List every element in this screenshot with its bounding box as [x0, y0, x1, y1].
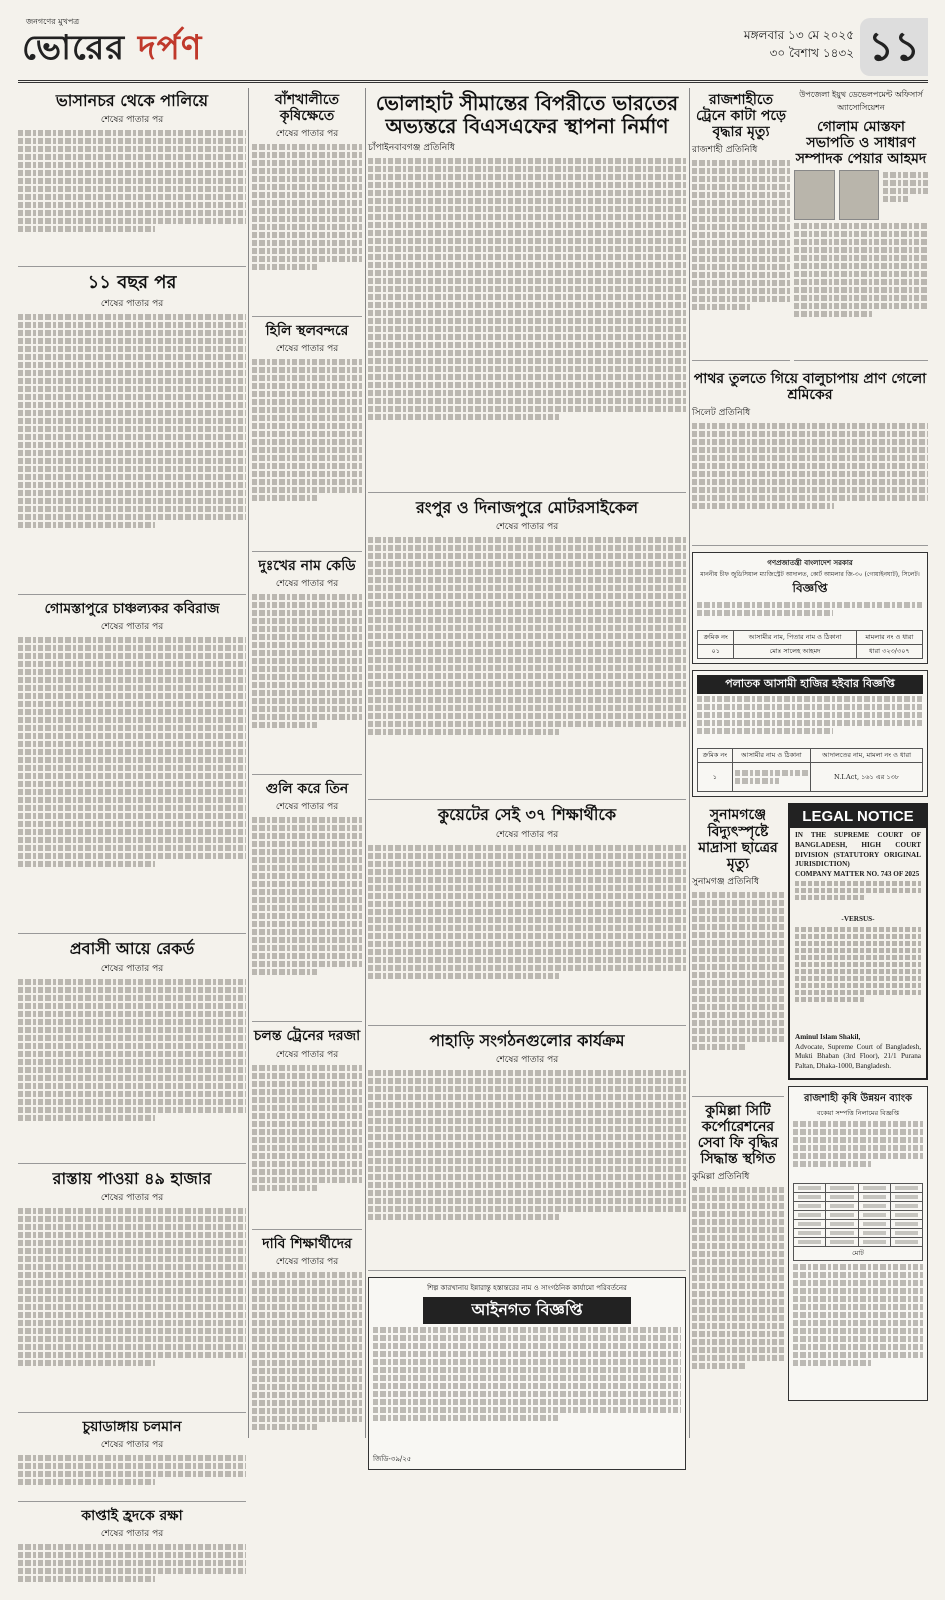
story-continuation: শেষের পাতার পর	[495, 522, 559, 533]
legal-notice-bar: LEGAL NOTICE	[790, 805, 926, 828]
story-body	[692, 160, 790, 356]
table-cell	[858, 1211, 890, 1220]
notice-body	[697, 696, 923, 748]
story-continuation: শেষের পাতার পর	[100, 963, 164, 974]
date-bengali: ৩০ বৈশাখ ১৪৩২	[769, 46, 854, 60]
story-body	[18, 979, 246, 1159]
logo-text-b: দর্পণ	[137, 28, 203, 68]
story-body	[692, 1187, 784, 1419]
story-comilla[interactable]	[692, 1103, 784, 1423]
table-header: আসামীর নাম ও ঠিকানা	[732, 749, 810, 763]
story-stone-worker[interactable]	[692, 371, 928, 546]
story-byline: চাঁপাইনবাবগঞ্জ প্রতিনিধি	[368, 143, 455, 153]
logo-tagline: জনগণের মুখপত্র	[26, 17, 80, 26]
story-body	[18, 1208, 246, 1408]
story-headline[interactable]: পাথর তুলতে গিয়ে বালুচাপায় প্রাণ গেলো শ্রমিকের	[693, 371, 927, 404]
table-cell	[826, 1229, 858, 1238]
story-headline[interactable]: কুয়েটের সেই ৩৭ শিক্ষার্থীকে	[437, 805, 617, 825]
lower-row	[692, 803, 928, 1429]
page-number: ১১	[860, 18, 928, 76]
story-train-door[interactable]	[252, 1028, 362, 1229]
story-headline[interactable]: গুলি করে তিন	[265, 781, 349, 798]
notice-body	[373, 1327, 681, 1453]
story-body	[368, 1070, 686, 1266]
table-cell	[794, 1184, 826, 1193]
table-total: মোট	[794, 1247, 923, 1261]
table-row	[794, 1220, 923, 1229]
story-headline[interactable]: চুয়াডাঙ্গায় চলমান	[82, 1418, 182, 1435]
column-1	[18, 88, 246, 1540]
table-cell	[858, 1229, 890, 1238]
legal-text	[795, 927, 921, 1033]
court-name: IN THE SUPREME COURT OF BANGLADESH, HIGH COURT DIVISION (STATUTORY ORIGINAL JURISDICTION)	[795, 831, 921, 869]
story-remittance[interactable]	[18, 940, 246, 1163]
table-header: আসামীর নাম, পিতার নাম ও ঠিকানা	[734, 631, 856, 645]
column-divider	[365, 88, 366, 1438]
legal-notice-body	[790, 828, 926, 1074]
table-cell	[890, 1193, 922, 1202]
story-byline: রাজশাহী প্রতিনিধি	[692, 145, 758, 156]
story-found-money[interactable]	[18, 1170, 246, 1413]
date-gregorian: মঙ্গলবার ১৩ মে ২০২৫	[743, 28, 854, 42]
story-continuation: শেষের পাতার পর	[100, 115, 164, 126]
table-cell	[732, 763, 810, 792]
story-headline[interactable]: সুনামগঞ্জে বিদ্যুৎস্পৃষ্টে মাদ্রাসা ছাত্রের মৃত্যু	[698, 807, 778, 872]
story-body	[252, 594, 362, 770]
story-continuation: শেষের পাতার পর	[100, 1440, 164, 1451]
portrait-photo[interactable]	[839, 170, 880, 220]
story-headline[interactable]: হিলি স্থলবন্দরে	[265, 323, 349, 340]
bank-subtitle: বকেয়া সম্পত্তি নিলামের বিজ্ঞপ্তি	[816, 1109, 900, 1118]
story-headline[interactable]: চলন্ত ট্রেনের দরজা	[253, 1028, 361, 1045]
advocate-name: Aminul Islam Shakil,	[795, 1033, 861, 1042]
story-body	[252, 144, 362, 312]
story-headline[interactable]: দুঃখের নাম কেডি	[258, 558, 356, 575]
table-cell	[826, 1202, 858, 1211]
table-row	[794, 1184, 923, 1193]
bank-auction-notice[interactable]	[788, 1086, 928, 1401]
story-headline[interactable]: ১১ বছর পর	[87, 272, 177, 294]
story-bhasanchar[interactable]	[18, 92, 246, 267]
issue-date	[744, 26, 854, 62]
table-cell: ধারা ৩২৩/৩০৭	[856, 645, 922, 659]
lead-headline[interactable]: ভোলাহাট সীমান্তের বিপরীতে ভারতের অভ্যন্তরে বিএসএফের স্থাপনা নির্মাণ	[375, 91, 679, 138]
table-row	[794, 1238, 923, 1247]
story-hill-organizations[interactable]	[368, 1032, 686, 1271]
table-header: আদালতের নাম, মামলা নং ও ধারা	[811, 749, 923, 763]
legal-text	[795, 881, 921, 915]
table-cell	[826, 1184, 858, 1193]
table-cell: ০১	[698, 645, 734, 659]
table-cell	[794, 1229, 826, 1238]
table-cell	[794, 1193, 826, 1202]
story-byline: কুমিল্লা প্রতিনিধি	[692, 1172, 750, 1183]
story-headline[interactable]: কুমিল্লা সিটি কর্পোরেশনের সেবা ফি বৃদ্ধির সিদ্ধান্ত স্থগিত	[697, 1102, 779, 1168]
newspaper-logo[interactable]	[22, 17, 203, 79]
table-cell	[794, 1202, 826, 1211]
table-cell	[858, 1184, 890, 1193]
story-body	[883, 170, 928, 218]
story-byline: সিলেট প্রতিনিধি	[692, 408, 751, 419]
notice-title: বিজ্ঞপ্তি	[792, 581, 828, 596]
table-cell: N.I.Act, ১৬১ এর ১৩৮	[811, 763, 923, 792]
legal-notice[interactable]	[788, 803, 928, 1080]
story-body	[18, 314, 246, 590]
table-cell	[794, 1220, 826, 1229]
story-body	[252, 817, 362, 1017]
story-headline[interactable]: কাপ্তাই হ্রদকে রক্ষা	[81, 1508, 183, 1525]
story-rangpur-motorcycle[interactable]	[368, 499, 686, 800]
column-divider	[248, 88, 249, 1438]
table-header: ক্রমিক নং	[698, 749, 733, 763]
versus-label: -VERSUS-	[841, 915, 875, 924]
story-continuation: শেষের পাতার পর	[275, 802, 339, 813]
story-shooting[interactable]	[252, 781, 362, 1022]
story-sunamganj[interactable]	[692, 807, 784, 1096]
court-notice[interactable]	[692, 552, 928, 664]
lower-left-stack	[692, 803, 784, 1429]
masthead	[18, 18, 928, 83]
absconder-notice[interactable]	[692, 670, 928, 797]
story-headline[interactable]: গোমস্তাপুরে চাঞ্চল্যকর কবিরাজ	[44, 601, 220, 618]
notice-title: আইনগত বিজ্ঞপ্তি	[423, 1297, 631, 1324]
story-gomostapur[interactable]	[18, 601, 246, 934]
portrait-photo[interactable]	[794, 170, 835, 220]
story-headline[interactable]: বাঁশখালীতে কৃষিক্ষেতে	[275, 92, 339, 125]
notice-title: পলাতক আসামী হাজির হইবার বিজ্ঞপ্তি	[697, 675, 923, 694]
court-line: মাননীয় চীফ জুডিসিয়াল ম্যাজিস্ট্রেট আদালত, কোর্ট আমলার জি-৩০ (গোয়াইনঘাট), সিলেট।	[700, 571, 920, 579]
table-cell	[826, 1220, 858, 1229]
table-cell	[890, 1229, 922, 1238]
notice-body	[697, 602, 923, 630]
story-body	[18, 1544, 246, 1596]
story-kaptai-lake[interactable]	[18, 1508, 246, 1600]
story-continuation: শেষের পাতার পর	[495, 1055, 559, 1066]
notice-footer: জিডি-৩৯/২৫	[373, 1455, 412, 1464]
column-3	[368, 88, 686, 1464]
table-cell	[858, 1193, 890, 1202]
story-headline[interactable]: দাবি শিক্ষার্থীদের	[262, 1235, 352, 1252]
story-body	[692, 892, 784, 1092]
table-cell	[826, 1211, 858, 1220]
story-body	[368, 158, 686, 488]
story-rail-accident[interactable]	[692, 88, 790, 361]
story-continuation: শেষের পাতার পর	[275, 1049, 339, 1060]
table-cell	[890, 1202, 922, 1211]
table-cell	[890, 1211, 922, 1220]
table-cell: মোঃ সালেহ আহমদ	[734, 645, 856, 659]
table-cell	[794, 1238, 826, 1247]
story-continuation: শেষের পাতার পর	[275, 1256, 339, 1267]
story-continuation: শেষের পাতার পর	[275, 344, 339, 355]
bank-title: রাজশাহী কৃষি উন্নয়ন ব্যাংক	[803, 1093, 913, 1105]
story-bsf-structure[interactable]	[368, 92, 686, 493]
story-body	[692, 423, 928, 541]
notice-body	[793, 1121, 923, 1183]
logo-text-a: ভোরের	[22, 28, 138, 68]
notice-strip: শিল্প কারখানায় ইন্নারান্তু হস্তান্তরের নাম ও সাংগঠনিক কার্যামো পরিবর্তনের	[427, 1284, 627, 1293]
story-body	[368, 845, 686, 1021]
notice-terms	[793, 1264, 923, 1396]
table-cell	[826, 1193, 858, 1202]
gov-line: গণপ্রজাতন্ত্রী বাংলাদেশ সরকার	[767, 558, 853, 568]
table-cell	[794, 1211, 826, 1220]
photo-row	[794, 170, 928, 220]
bank-table-rows	[794, 1184, 923, 1247]
story-body	[18, 1455, 246, 1497]
election-headline[interactable]: গোলাম মোস্তফা সভাপতি ও সাধারণ সম্পাদক পেয়ার আহমদ	[795, 119, 927, 168]
story-continuation: শেষের পাতার পর	[275, 129, 339, 140]
story-body	[18, 130, 246, 262]
story-body	[794, 223, 928, 349]
election-kicker: উপজেলা ইয়ুথ ডেভেলপমেন্ট অফিসার্স অ্যাসোসিয়েশন	[799, 90, 923, 112]
story-body	[18, 637, 246, 929]
story-continuation: শেষের পাতার পর	[100, 1529, 164, 1540]
story-body	[252, 359, 362, 547]
table-cell	[858, 1238, 890, 1247]
table-cell	[826, 1238, 858, 1247]
table-row	[794, 1229, 923, 1238]
advocate-detail: Advocate, Supreme Court of Bangladesh, Mukti Bhaban (3rd Floor), 21/1 Purana Paltan, Dhaka-1000, Bangladesh.	[795, 1042, 921, 1070]
story-hili-port[interactable]	[252, 323, 362, 552]
story-body	[368, 537, 686, 795]
table-row	[794, 1211, 923, 1220]
story-continuation: শেষের পাতার পর	[100, 299, 164, 310]
case-number: COMPANY MATTER NO. 743 OF 2025	[795, 869, 920, 878]
story-kuet-students[interactable]	[368, 806, 686, 1025]
column-2	[252, 88, 362, 1438]
story-body	[252, 1065, 362, 1225]
story-continuation: শেষের পাতার পর	[100, 622, 164, 633]
column-4	[692, 88, 928, 1438]
story-kd[interactable]	[252, 558, 362, 775]
table-cell	[890, 1238, 922, 1247]
story-youth-election[interactable]	[794, 88, 928, 361]
legal-notice-ad[interactable]	[368, 1277, 686, 1470]
table-header: মামলার নং ও ধারা	[856, 631, 922, 645]
table-cell	[890, 1184, 922, 1193]
notice-table	[697, 630, 923, 659]
table-cell	[890, 1220, 922, 1229]
table-cell	[858, 1220, 890, 1229]
story-continuation: শেষের পাতার পর	[275, 579, 339, 590]
lower-right-stack	[788, 803, 928, 1429]
column-divider	[689, 88, 690, 1438]
story-headline[interactable]: প্রবাসী আয়ে রেকর্ড	[69, 939, 195, 959]
top-row	[692, 88, 928, 367]
story-byline: সুনামগঞ্জ প্রতিনিধি	[692, 876, 759, 887]
story-headline[interactable]: রাস্তায় পাওয়া ৪৯ হাজার	[52, 1168, 212, 1188]
story-body	[252, 1272, 362, 1472]
story-11-years[interactable]	[18, 273, 246, 595]
table-cell	[858, 1202, 890, 1211]
story-student-demands[interactable]	[252, 1236, 362, 1476]
story-headline[interactable]: পাহাড়ি সংগঠনগুলোর কার্যক্রম	[429, 1030, 625, 1050]
story-banshkhali[interactable]	[252, 92, 362, 317]
table-cell: ১	[698, 763, 733, 792]
story-headline[interactable]: রংপুর ও দিনাজপুরে মোটরসাইকেল	[415, 498, 639, 517]
story-headline[interactable]: ভাসানচর থেকে পালিয়ে	[55, 91, 209, 110]
story-continuation: শেষের পাতার পর	[100, 1192, 164, 1203]
table-row	[794, 1193, 923, 1202]
table-row	[794, 1202, 923, 1211]
notice-table	[697, 748, 923, 792]
story-continuation: শেষের পাতার পর	[495, 829, 559, 840]
bank-table	[793, 1183, 923, 1261]
story-chuadanga[interactable]	[18, 1419, 246, 1502]
story-headline[interactable]: রাজশাহীতে ট্রেনে কাটা পড়ে বৃদ্ধার মৃত্যু	[695, 92, 787, 141]
table-header: ক্রমিক নং	[698, 631, 734, 645]
